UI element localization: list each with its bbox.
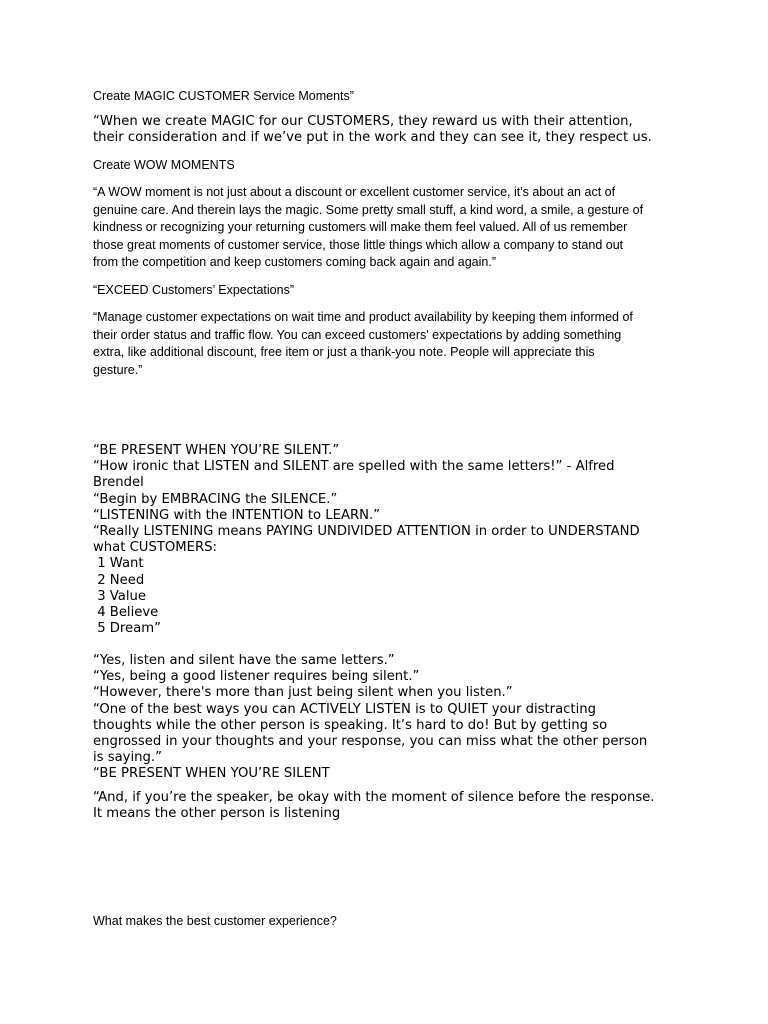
quote-line: Brendel — [93, 475, 144, 491]
list-item: 4 Believe — [93, 605, 159, 621]
list-item: 3 Value — [93, 588, 146, 604]
quote-line: engrossed in your thoughts and your response, you can miss what the other person — [93, 734, 648, 750]
quote-line: thoughts while the other person is speaking. It’s hard to do! But by getting so — [93, 717, 608, 733]
heading-exceed-expectations: “EXCEED Customers’ Expectations” — [93, 283, 294, 297]
heading-wow-moments: Create WOW MOMENTS — [93, 158, 235, 172]
quote-line: “One of the best ways you can ACTIVELY LISTEN is to QUIET your distracting — [93, 701, 596, 717]
quote-magic — [93, 114, 652, 146]
silence-quotes — [93, 653, 647, 783]
quote-line: their consideration and if we’ve put in the work and they can see it, they respect us. — [93, 130, 652, 146]
quote-line: “However, there's more than just being silent when you listen.” — [93, 685, 513, 701]
quote-line: “Yes, being a good listener requires being silent.” — [93, 669, 420, 685]
quote-line: extra, like additional discount, free item or just a thank-you note. People will appreciate this — [93, 345, 595, 360]
quote-line: “BE PRESENT WHEN YOU’RE SILENT — [93, 766, 330, 782]
quote-line: It means the other person is listening — [93, 806, 341, 822]
quote-line: their order status and traffic flow. You can exceed customers' expectations by adding something — [93, 327, 622, 342]
quote-line: “A WOW moment is not just about a discount or excellent customer service, it's about an act of — [93, 185, 616, 199]
quote-line: “Yes, listen and silent have the same letters.” — [93, 653, 395, 668]
quote-line: those great moments of customer service, those little things which allow a company to stand out — [93, 237, 624, 252]
quote-line: from the competition and keep customers coming back again and again.” — [93, 255, 497, 270]
quote-line: kindness or recognizing your returning customers will make them feel valued. All of us remember — [93, 220, 628, 235]
quote-line: what CUSTOMERS: — [93, 540, 217, 556]
quote-line: “BE PRESENT WHEN YOU’RE SILENT.” — [93, 443, 340, 458]
quote-line: genuine care. And therein lays the magic. Some pretty small stuff, a kind word, a smile, a gesture of — [93, 202, 644, 217]
list-item: 5 Dream” — [93, 621, 161, 637]
quote-line: is saying.” — [93, 750, 162, 766]
list-item: 2 Need — [93, 572, 145, 588]
listening-quotes — [93, 443, 640, 637]
quote-line: “How ironic that LISTEN and SILENT are spelled with the same letters!” - Alfred — [93, 459, 615, 475]
quote-line: “Manage customer expectations on wait time and product availability by keeping them informed of — [93, 310, 633, 324]
quote-line: “And, if you’re the speaker, be okay with the moment of silence before the response. — [93, 790, 655, 805]
quote-exceed — [93, 309, 633, 379]
speaker-quote — [93, 790, 655, 822]
quote-line: “When we create MAGIC for our CUSTOMERS, they reward us with their attention, — [93, 114, 633, 129]
list-item: 1 Want — [93, 556, 144, 572]
quote-line: gesture.” — [93, 362, 143, 377]
quote-line: “Really LISTENING means PAYING UNDIVIDED ATTENTION in order to UNDERSTAND — [93, 524, 640, 540]
closing-question: What makes the best customer experience? — [93, 914, 337, 928]
quote-wow — [93, 184, 643, 272]
quote-line: “LISTENING with the INTENTION to LEARN.” — [93, 507, 381, 523]
quote-line: “Begin by EMBRACING the SILENCE.” — [93, 491, 338, 507]
heading-magic-moments: Create MAGIC CUSTOMER Service Moments” — [93, 89, 354, 103]
